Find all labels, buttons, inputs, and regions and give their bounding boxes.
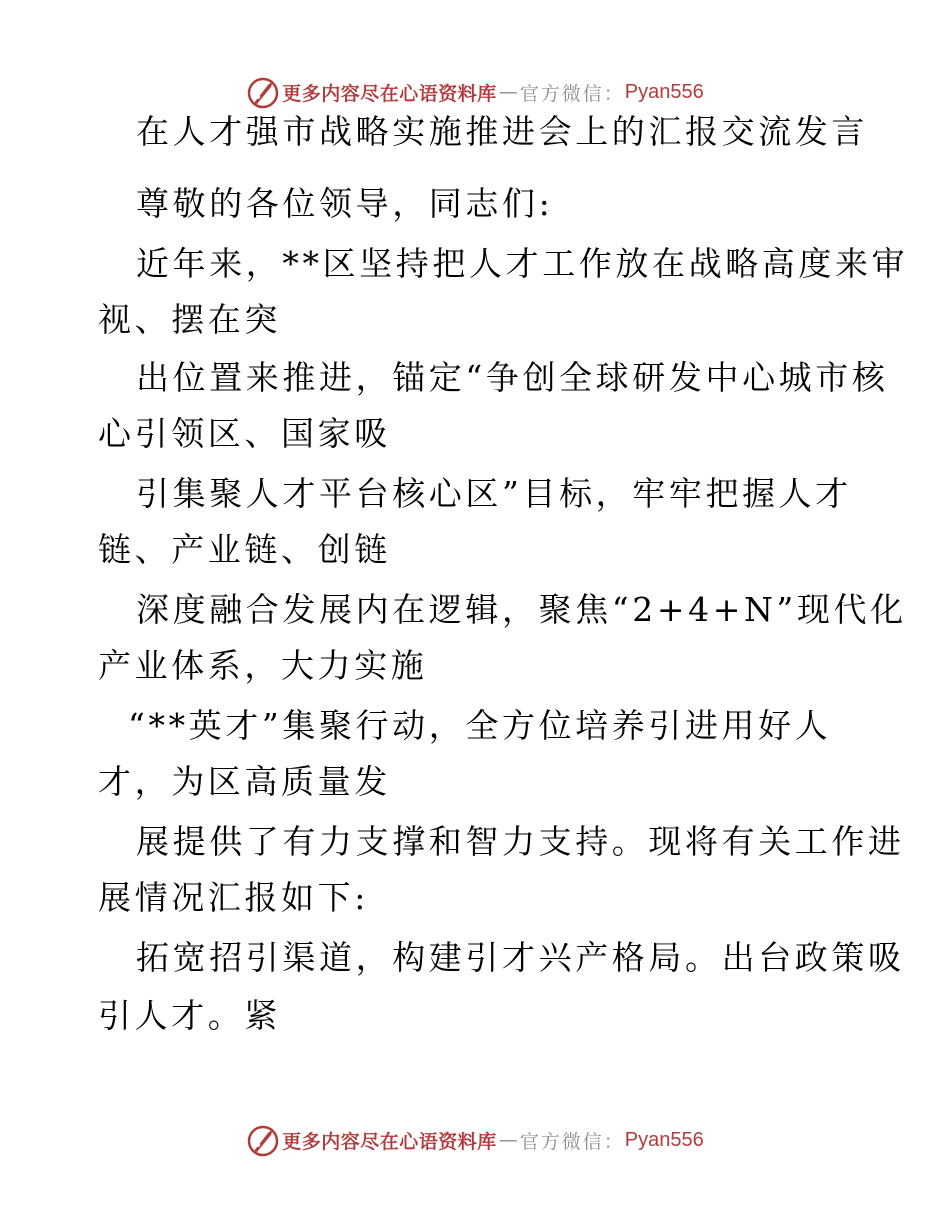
body-line: 心引领区、国家吸 <box>98 414 391 453</box>
banner-wechat-id: Pyan556 <box>624 80 704 103</box>
body-line: 引集聚人才平台核心区”目标，牢牢把握人才 <box>136 474 852 513</box>
banner-wechat-label: 官方微信： <box>519 82 625 105</box>
body-line: 链、产业链、创链 <box>98 530 391 569</box>
body-line: 深度融合发展内在逻辑，聚焦“2+4+N”现代化 <box>136 590 907 629</box>
banner-slogan: 更多内容尽在心语资料库 <box>282 1130 497 1153</box>
body-line: 引人才。紧 <box>98 996 281 1035</box>
banner-wechat-id: Pyan556 <box>624 1128 704 1151</box>
body-line: 展情况汇报如下: <box>98 878 369 917</box>
body-line: 近年来，**区坚持把人才工作放在战略高度来审 <box>136 244 909 283</box>
pen-logo-icon <box>246 1123 280 1157</box>
body-line: 产业体系，大力实施 <box>98 646 428 685</box>
body-line: 展提供了有力支撑和智力支持。现将有关工作进 <box>136 822 905 861</box>
pen-logo-icon <box>246 75 280 109</box>
body-line: “**英才”集聚行动，全方位培养引进用好人 <box>128 706 832 745</box>
banner-separator: — <box>498 81 518 103</box>
document-title: 在人才强市战略实施推进会上的汇报交流发言 <box>136 112 868 151</box>
body-line: 才，为区高质量发 <box>98 762 391 801</box>
header-banner <box>0 72 950 112</box>
body-line: 视、摆在突 <box>98 300 281 339</box>
salutation: 尊敬的各位领导，同志们: <box>136 184 554 223</box>
body-line: 拓宽招引渠道，构建引才兴产格局。出台政策吸 <box>136 938 905 977</box>
banner-separator: — <box>498 1129 518 1151</box>
body-line: 出位置来推进，锚定“争创全球研发中心城市核 <box>136 358 889 397</box>
banner-wechat-label: 官方微信： <box>519 1130 625 1153</box>
footer-banner <box>0 1120 950 1160</box>
banner-slogan: 更多内容尽在心语资料库 <box>282 82 497 105</box>
